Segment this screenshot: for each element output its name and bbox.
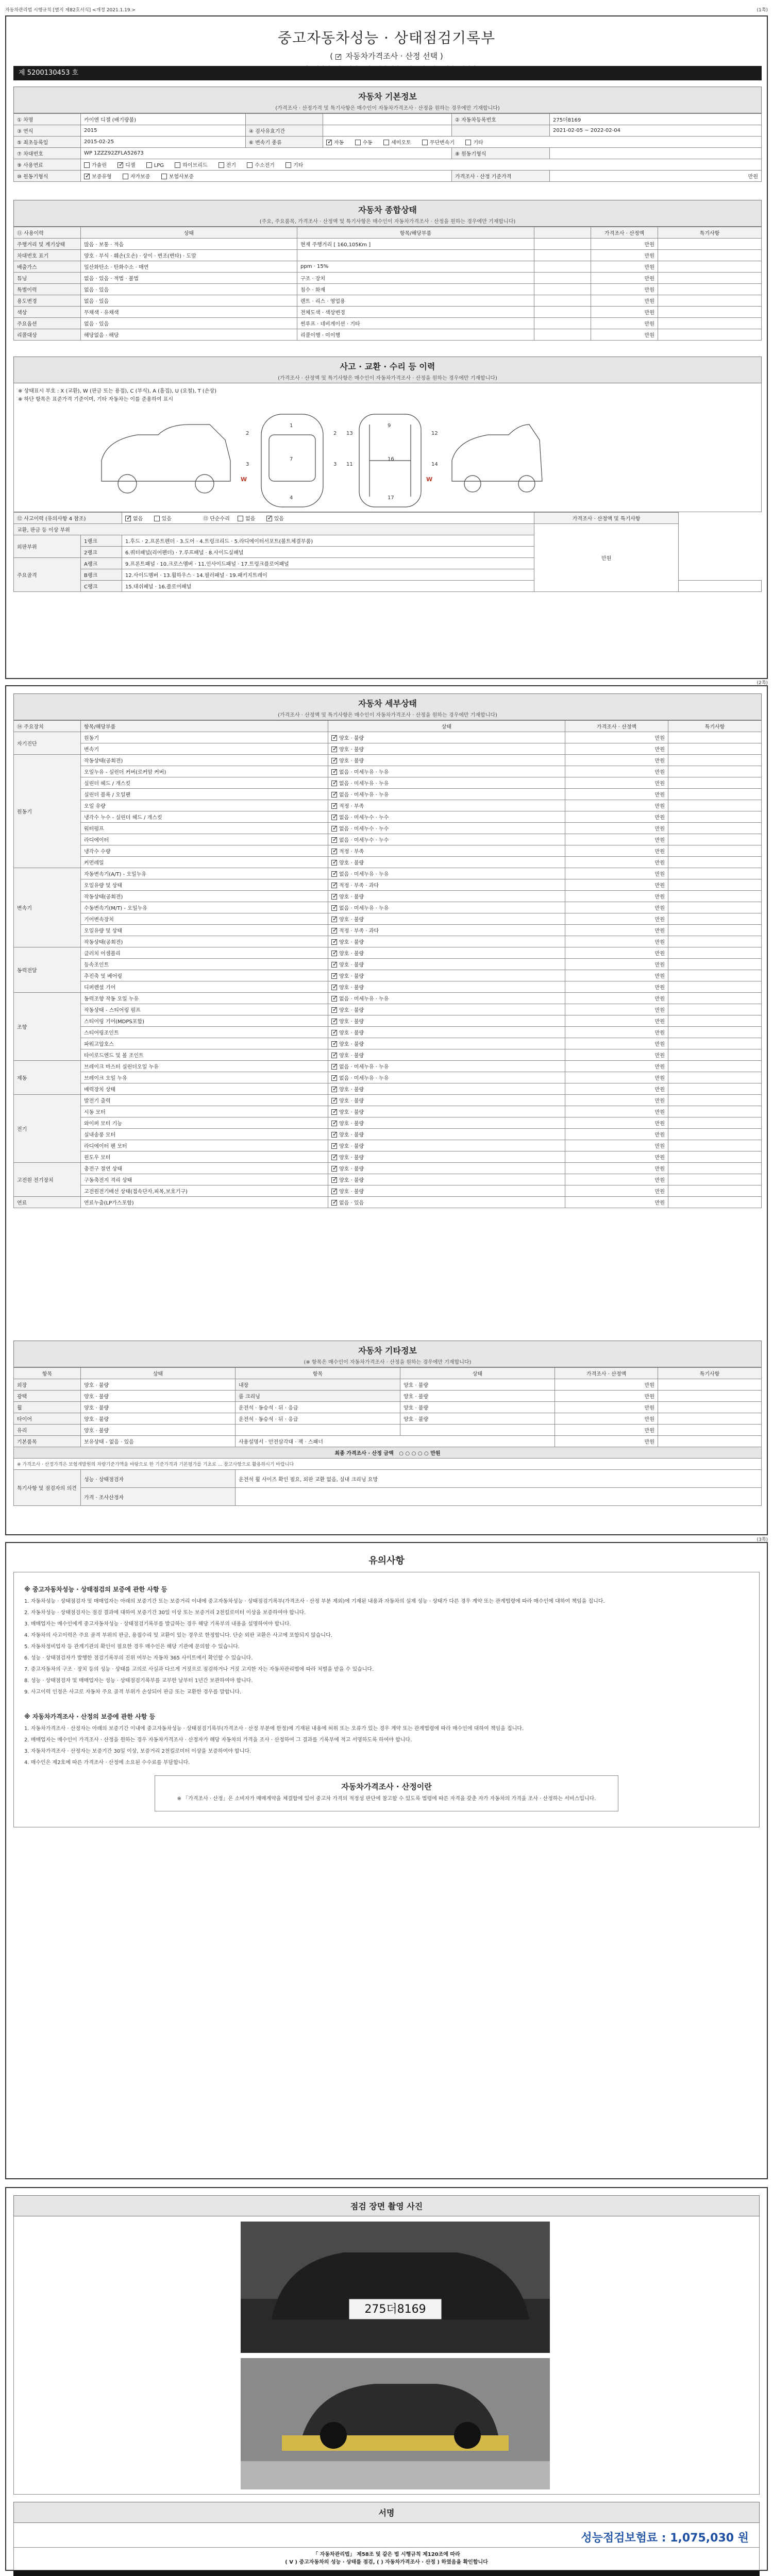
table-row: 조향 동력조향 작동 오일 누유 ✓ 없음 · 미세누유 · 누유 만원	[14, 993, 762, 1004]
status-checkbox[interactable]	[331, 747, 337, 752]
footer-bar	[13, 2570, 760, 2576]
insurance-fee-row	[13, 2523, 760, 2548]
table-row: 기어변속장치 ✓ 양호 · 불량 만원	[14, 913, 762, 925]
accident-none-checkbox[interactable]	[125, 516, 131, 521]
status-checkbox[interactable]	[331, 1041, 337, 1047]
photo-section-header: 점검 장면 촬영 사진	[13, 2195, 760, 2216]
fuel-options: 가솔린 ✓ 디젤 LPG 하이브리드 전기 수소전기 기타	[81, 159, 762, 171]
table-row: 변속기 ✓ 양호 · 불량 만원	[14, 743, 762, 755]
table-row: 기본품목 보유상태 - 없음 · 있음 사용설명서 · 안전삼각대 · 잭 · 스패너 만원	[14, 1436, 762, 1447]
table-row: 작동상태(공회전) ✓ 양호 · 불량 만원	[14, 936, 762, 947]
other-header: 자동차 기타정보 (※ 항목은 매수인이 자동차가격조사 · 산정을 원하는 경우에만 기재합니다)	[13, 1341, 762, 1367]
warranty-type-checkbox[interactable]	[84, 174, 90, 179]
accident-header: 사고 · 교환 · 수리 등 이력 (가격조사 · 산정액 및 특기사항은 매수인이 자동차가격조사 · 산정을 원하는 경우에만 기재합니다)	[13, 357, 762, 383]
status-checkbox[interactable]	[331, 1189, 337, 1194]
table-row: 작동상태 - 스티어링 펌프 ✓ 양호 · 불량 만원	[14, 1004, 762, 1015]
table-row: ⑤ 최초등록일 2015-02-25 ⑥ 변속기 종류 ✓ 자동 수동 세미오토 무단변속기 기타	[14, 137, 762, 148]
repair-yes-checkbox[interactable]	[266, 516, 272, 521]
inspection-photo-lift	[241, 2358, 550, 2489]
notice-item: 2. 자동차성능 · 상태점검자는 점검 결과에 대하여 보증기간 30일 이상 또는 보증거리 2천킬로미터 이상을 보증하여야 합니다.	[24, 1610, 306, 1616]
notice-item: 3. 매매업자는 매수인에게 중고자동차성능 · 상태점검기록부를 발급하는 경우 해당 기록부의 내용을 설명하여야 합니다.	[24, 1621, 291, 1627]
status-checkbox[interactable]	[331, 1075, 337, 1081]
insurance-fee: 성능점검보험료 : 1,075,030 원	[581, 2532, 749, 2545]
status-checkbox[interactable]	[331, 1143, 337, 1149]
svg-text:12: 12	[431, 431, 438, 436]
table-row: 타이어 양호 · 불량 운전석 · 동승석 · 뒤 · 응급 양호 · 불량 만원	[14, 1413, 762, 1425]
status-checkbox[interactable]	[331, 894, 337, 900]
status-checkbox[interactable]	[331, 962, 337, 968]
table-row: 차대번호 표기 양호 · 부식 · 훼손(오손) · 상이 · 변조(변타) · 도말 만원	[14, 250, 762, 261]
table-row: 변속기 자동변속기(A/T) - 오일누유 ✓ 없음 · 미세누유 · 누유 만원	[14, 868, 762, 879]
table-row: ※ 가격조사 · 산정가격은 보험개발원의 차량기준가액을 바탕으로 한 기준가격과 기본평가를 기초로 ... 참고사항으로 활용하시기 바랍니다	[14, 1459, 762, 1470]
table-row: 고전원 전기장치 충전구 절연 상태 ✓ 양호 · 불량 만원	[14, 1163, 762, 1174]
table-row: 배출가스 일산화탄소 · 탄화수소 · 매연 ppm · 15% 만원	[14, 261, 762, 273]
table-row: 광택 양호 · 불량 룸 크리닝 양호 · 불량 만원	[14, 1391, 762, 1402]
notice-heading-1: ※ 중고자동차성능 · 상태점검의 보증에 관한 사항 등	[24, 1586, 167, 1593]
table-row: 원동기 작동상태(공회전) ✓ 양호 · 불량 만원	[14, 755, 762, 766]
table-row: C랭크 15.대쉬패널 · 16.플로어패널	[14, 581, 762, 592]
table-row: 냉각수 누수 - 실린더 헤드 / 개스킷 ✓ 없음 · 미세누수 · 누수 만원	[14, 811, 762, 823]
notice-item: 1. 자동차성능 · 상태점검자 및 매매업자는 아래의 보증기간 또는 보증거리 이내에 중고자동차성능 · 상태점검기록부(가격조사 · 산정 부분 제외)에 기재된 내용과 자동차의 실제 성능 · 상태가 다른 경우 계약 또는 관계법령에 따라 매수인에 대하여 책임을 집니다.	[24, 1599, 605, 1604]
svg-text:2: 2	[246, 431, 249, 436]
table-header-row: ⑪ 사용이력 상태 항목/해당부품 가격조사 · 산정액 특기사항	[14, 227, 762, 239]
notice-item: 2. 매매업자는 매수인이 가격조사 · 산정을 원하는 경우 자동차가격조사 · 산정자가 해당 자동차의 가격을 조사 · 산정하여 그 결과를 기록부에 적고 서명하도록 하여야 합니다.	[24, 1737, 412, 1743]
trans-manual-checkbox[interactable]	[355, 140, 361, 145]
status-checkbox[interactable]	[331, 1132, 337, 1138]
accident-table	[13, 512, 762, 592]
table-row: 오일 유량 ✓ 적정 · 부족 만원	[14, 800, 762, 811]
price-service-box: 자동차가격조사 · 산정이란 ※ 「가격조사 · 산정」은 소비자가 매매계약을 체결함에 있어 중고차 가격의 적정성 판단에 참고할 수 있도록 법령에 따른 자격을 갖춘 자가 자동차의 가격을 조사 · 산정하는 서비스입니다.	[155, 1775, 618, 1811]
trans-etc-checkbox[interactable]	[465, 140, 471, 145]
table-header-row: ⑭ 주요장치 항목/해당부품 상태 가격조사 · 산정액 특기사항	[14, 721, 762, 732]
status-checkbox[interactable]	[331, 815, 337, 820]
document-number: 제 5200130453 호	[13, 66, 762, 80]
status-checkbox[interactable]	[331, 951, 337, 956]
table-row: 와이퍼 모터 기능 ✓ 양호 · 불량 만원	[14, 1117, 762, 1129]
table-row: 용도변경 없음 · 있음 렌트 · 리스 · 영업용 만원	[14, 295, 762, 307]
notice-box	[13, 1572, 760, 1827]
page-1	[5, 15, 768, 679]
basic-info-section	[13, 87, 762, 182]
notice-item: 4. 자동차의 사고이력은 주요 골격 부위의 판금, 용접수리 및 교환이 있는 경우로 한정합니다. 단순 외판 교환은 사고에 포함되지 않습니다.	[24, 1633, 332, 1638]
notice-item: 7. 중고자동차의 구조 · 장치 등의 성능 · 상태를 고의로 사실과 다르게 거짓으로 점검하거나 거짓 고지한 자는 자동차관리법에 따라 처벌을 받을 수 있습니다.	[24, 1667, 374, 1672]
status-checkbox[interactable]	[331, 985, 337, 990]
status-checkbox[interactable]	[331, 973, 337, 979]
status-checkbox[interactable]	[331, 1019, 337, 1024]
document-subtitle: ( ✓ 자동차가격조사 · 산정 선택 )	[6, 50, 767, 61]
status-checkbox[interactable]	[331, 735, 337, 741]
svg-text:W: W	[241, 476, 247, 483]
notice-item: 4. 매수인은 제2호에 따른 가격조사 · 산정에 소요된 수수료를 부담합니다.	[24, 1760, 190, 1766]
fuel-hydrogen-checkbox[interactable]	[247, 162, 253, 168]
table-row: 작동상태(공회전) ✓ 양호 · 불량 만원	[14, 891, 762, 902]
detail-section	[13, 693, 762, 1208]
accident-section	[13, 357, 762, 592]
status-checkbox[interactable]	[331, 871, 337, 877]
overall-table	[13, 227, 762, 341]
table-row: 동력전달 클러치 어셈블리 ✓ 양호 · 불량 만원	[14, 947, 762, 959]
table-row: 가격 · 조사산정자	[14, 1488, 762, 1506]
status-checkbox[interactable]	[331, 1121, 337, 1126]
status-checkbox[interactable]	[331, 860, 337, 866]
table-row: 구동축전지 격리 상태 ✓ 양호 · 불량 만원	[14, 1174, 762, 1185]
table-row: 주행거리 및 계기상태 많음 · 보통 · 적음 현재 주행거리 [ 160,105Km ] 만원	[14, 239, 762, 250]
status-checkbox[interactable]	[331, 803, 337, 809]
table-row: 주요골격 A랭크 9.프론트패널 · 10.크로스멤버 · 11.인사이드패널 · 17.트렁크플로어패널	[14, 558, 762, 569]
detail-header: 자동차 세부상태 (가격조사 · 산정액 및 특기사항은 매수인이 자동차가격조사 · 산정을 원하는 경우에만 기재합니다)	[13, 693, 762, 720]
table-row: ③ 연식 2015 ④ 검사유효기간 2021-02-05 ~ 2022-02-04	[14, 125, 762, 137]
trans-semi-checkbox[interactable]	[383, 140, 389, 145]
price-check-checkbox[interactable]	[335, 54, 341, 60]
table-row: 브레이크 오일 누유 ✓ 없음 · 미세누유 · 누유 만원	[14, 1072, 762, 1083]
svg-text:W: W	[426, 476, 433, 483]
status-checkbox[interactable]	[331, 883, 337, 888]
table-row: ⑨ 사용연료 가솔린 ✓ 디젤 LPG 하이브리드 전기 수소전기 기타	[14, 159, 762, 171]
status-checkbox[interactable]	[331, 1200, 337, 1206]
table-row: 실린더 헤드 / 개스킷 ✓ 없음 · 미세누유 · 누유 만원	[14, 777, 762, 789]
svg-text:3: 3	[246, 462, 249, 467]
status-checkbox[interactable]	[331, 1064, 337, 1070]
table-row: ⑫ 사고이력 (유의사항 4 참조) ✓ 없음 있음 ⑬ 단순수리 없음 ✓ 있음 가격조사 · 산정액 및 특기사항	[14, 513, 762, 524]
table-row: 오일유량 및 상태 ✓ 적정 · 부족 · 과다 만원	[14, 925, 762, 936]
car-diagram-area: ※ 상태표시 부호 : X (교환), W (판금 또는 용접), C (부식), A (흠집), U (요철), T (손상) ※ 하단 항목은 표준가격 기준이며, 기타 자동차는 이를 준용하여 표시 1 7 4 9 16 17 2 3 2 3 12 14 13 11 W W	[13, 383, 762, 512]
table-row: 커먼레일 ✓ 양호 · 불량 만원	[14, 857, 762, 868]
notice-item: 8. 성능 · 상태점검자 및 매매업자는 성능 · 상태점검기록부를 교부한 날부터 1년간 보관하여야 합니다.	[24, 1678, 253, 1684]
band-note-1: 자동차관리법 시행규칙 [별지 제82호서식] <개정 2021.1.19.>	[5, 8, 136, 13]
other-table	[13, 1367, 762, 1506]
status-checkbox[interactable]	[331, 996, 337, 1002]
page-4	[5, 2187, 768, 2571]
status-checkbox[interactable]	[331, 792, 337, 798]
page-3	[5, 1542, 768, 2179]
table-row: 워터펌프 ✓ 없음 · 미세누수 · 누수 만원	[14, 823, 762, 834]
warranty-self-checkbox[interactable]	[123, 174, 128, 179]
table-row: 냉각수 수량 ✓ 적정 · 부족 만원	[14, 845, 762, 857]
table-row: 등속조인트 ✓ 양호 · 불량 만원	[14, 959, 762, 970]
status-checkbox[interactable]	[331, 1087, 337, 1092]
table-row: 외판부위 1랭크 1.후드 · 2.프론트펜더 · 3.도어 · 4.트렁크리드 · 5.라디에이터서포트(볼트체결부품)	[14, 535, 762, 547]
table-row: 파워고압호스 ✓ 양호 · 불량 만원	[14, 1038, 762, 1049]
status-checkbox[interactable]	[331, 1109, 337, 1115]
notice-item: 3. 자동차가격조사 · 산정자는 보증기간 30일 이상, 보증거리 2천킬로미터 이상을 보증하여야 합니다.	[24, 1749, 251, 1754]
table-row: 전기 발전기 출력 ✓ 양호 · 불량 만원	[14, 1095, 762, 1106]
table-row: 튜닝 없음 · 있음 · 적법 · 불법 구조 · 장치 만원	[14, 273, 762, 284]
table-row: 실내송풍 모터 ✓ 양호 · 불량 만원	[14, 1129, 762, 1140]
table-row: B랭크 12.사이드멤버 · 13.휠하우스 · 14.필러패널 · 19.패키지트레이	[14, 569, 762, 581]
table-row: 라디에이터 ✓ 없음 · 미세누수 · 누수 만원	[14, 834, 762, 845]
status-checkbox[interactable]	[331, 758, 337, 764]
svg-text:275더8169: 275더8169	[364, 2303, 426, 2316]
svg-text:14: 14	[431, 462, 438, 467]
svg-text:4: 4	[290, 495, 293, 501]
svg-text:7: 7	[290, 456, 293, 462]
overall-section	[13, 200, 762, 341]
status-checkbox[interactable]	[331, 1030, 337, 1036]
band-page-3: (3쪽)	[757, 1537, 768, 1543]
table-row: 외장 양호 · 불량 내장 양호 · 불량 만원	[14, 1379, 762, 1391]
fuel-etc-checkbox[interactable]	[285, 162, 291, 168]
fuel-hybrid-checkbox[interactable]	[175, 162, 180, 168]
status-checkbox[interactable]	[331, 769, 337, 775]
fuel-lpg-checkbox[interactable]	[146, 162, 152, 168]
table-row: 제동 브레이크 마스터 실린더오일 누유 ✓ 없음 · 미세누유 · 누유 만원	[14, 1061, 762, 1072]
notice-item: 1. 자동차가격조사 · 산정자는 아래의 보증기간 이내에 중고자동차성능 · 상태점검기록부(가격조사 · 산정 부분에 한정)에 기재된 내용에 허위 또는 오류가 있는 경우 계약 또는 관계법령에 따라 매수인에 대하여 책임을 집니다.	[24, 1726, 524, 1732]
table-row: 색상 무채색 · 유채색 전체도색 · 색상변경 만원	[14, 307, 762, 318]
notice-item: 6. 성능 · 상태점검자가 발행한 점검기록부의 진위 여부는 자동차 365 사이트에서 확인할 수 있습니다.	[24, 1655, 253, 1661]
table-row: 특별이력 없음 · 있음 침수 · 화재 만원	[14, 284, 762, 295]
band-page-1: (1쪽)	[757, 8, 768, 13]
svg-text:9: 9	[388, 423, 391, 429]
table-row: 리콜대상 해당없음 · 해당 리콜이행 · 미이행 만원	[14, 329, 762, 341]
status-checkbox[interactable]	[331, 826, 337, 832]
status-checkbox[interactable]	[331, 837, 337, 843]
repair-none-checkbox[interactable]	[238, 516, 243, 521]
status-checkbox[interactable]	[331, 1177, 337, 1183]
status-checkbox[interactable]	[331, 781, 337, 786]
table-row: 스티어링 기어(MDPS포함) ✓ 양호 · 불량 만원	[14, 1015, 762, 1027]
document-title: 중고자동차성능 · 상태점검기록부	[277, 29, 496, 46]
notice-list-1	[24, 1598, 749, 1697]
accident-yes-checkbox[interactable]	[154, 516, 160, 521]
table-row: 주요옵션 없음 · 있음 썬루프 · 네비게이션 · 기타 만원	[14, 318, 762, 329]
notice-item: 5. 자동차정비업자 등 관계기관의 확인이 필요한 경우 매수인은 해당 기관에 문의할 수 있습니다.	[24, 1644, 240, 1650]
table-row: 오일누유 - 실린더 커버(로커암 커버) ✓ 없음 · 미세누유 · 누유 만원	[14, 766, 762, 777]
accident-price-header: 가격조사 · 산정액 및 특기사항	[534, 513, 679, 524]
status-checkbox[interactable]	[331, 905, 337, 911]
svg-text:13: 13	[346, 431, 353, 436]
svg-text:2: 2	[333, 431, 337, 436]
trans-cvt-checkbox[interactable]	[422, 140, 428, 145]
page-2	[5, 685, 768, 1535]
table-row: 시동 모터 ✓ 양호 · 불량 만원	[14, 1106, 762, 1117]
legal-statement: 「 자동차관리법」 제58조 및 같은 법 시행규칙 제120조에 따라 ( V ) 중고자동차의 성능 · 상태를 점검, ( ) 자동차가격조사 · 산정 ) 하였음을 확인합니다	[13, 2548, 760, 2570]
table-row: 2랭크 6.쿼터패널(리어펜더) · 7.루프패널 · 8.사이드실패널	[14, 547, 762, 558]
table-row: 고전원전기배선 상태(접속단자,피복,보호기구) ✓ 양호 · 불량 만원	[14, 1185, 762, 1197]
status-checkbox[interactable]	[331, 1166, 337, 1172]
table-row: 디퍼렌셜 기어 ✓ 양호 · 불량 만원	[14, 981, 762, 993]
status-checkbox[interactable]	[331, 928, 337, 934]
transmission-options: ✓ 자동 수동 세미오토 무단변속기 기타	[323, 137, 762, 148]
table-row: ⑩ 원동기형식 ✓ 보증유형 자가보증 보험사보증 가격조사 · 산정 기준가격 만원	[14, 171, 762, 182]
svg-text:16: 16	[388, 456, 394, 462]
svg-text:17: 17	[388, 495, 394, 501]
detail-table	[13, 720, 762, 1208]
other-section	[13, 1341, 762, 1506]
table-row: 스티어링조인트 ✓ 양호 · 불량 만원	[14, 1027, 762, 1038]
table-row: 수동변속기(M/T) - 오일누유 ✓ 없음 · 미세누유 · 누유 만원	[14, 902, 762, 913]
table-row: 배력장치 상태 ✓ 양호 · 불량 만원	[14, 1083, 762, 1095]
status-checkbox[interactable]	[331, 1007, 337, 1013]
band-page-2: (2쪽)	[757, 681, 768, 686]
fuel-electric-checkbox[interactable]	[219, 162, 224, 168]
table-row: 유리 양호 · 불량 만원	[14, 1425, 762, 1436]
table-row: ① 차명 카이엔 디젤 (배기량불) ② 자동차등록번호 275더8169	[14, 114, 762, 125]
table-row: 연료 연료누출(LP가스포함) ✓ 없음 · 있음 만원	[14, 1197, 762, 1208]
status-checkbox[interactable]	[331, 1155, 337, 1160]
inspection-photo-front	[241, 2222, 550, 2353]
table-header-row: 항목 상태 항목 상태 가격조사 · 산정액 특기사항	[14, 1368, 762, 1379]
fuel-gasoline-checkbox[interactable]	[84, 162, 90, 168]
table-row: 실린더 블록 / 오일팬 ✓ 없음 · 미세누유 · 누유 만원	[14, 789, 762, 800]
notice-item: 9. 사고이력 인정은 사고로 자동차 주요 골격 부위가 손상되어 판금 또는 교환한 경우를 말합니다.	[24, 1689, 242, 1695]
status-checkbox[interactable]	[331, 917, 337, 922]
photo-area	[13, 2216, 760, 2495]
table-row: 라디에이터 팬 모터 ✓ 양호 · 불량 만원	[14, 1140, 762, 1151]
table-row: 특기사항 및 점검자의 의견 성능 · 상태점검자 운전석 휠 사이즈 확인 필요, 외판 교환 없음, 실내 크리닝 요망	[14, 1470, 762, 1488]
warranty-options: ✓ 보증유형 자가보증 보험사보증	[81, 171, 452, 182]
table-row: 타이로드엔드 및 볼 조인트 ✓ 양호 · 불량 만원	[14, 1049, 762, 1061]
table-row: 추진축 및 베어링 ✓ 양호 · 불량 만원	[14, 970, 762, 981]
table-row: 윈도우 모터 ✓ 양호 · 불량 만원	[14, 1151, 762, 1163]
trans-auto-checkbox[interactable]	[326, 140, 332, 145]
status-checkbox[interactable]	[331, 939, 337, 945]
basic-info-header: 자동차 기본정보 (가격조사 · 산정가격 및 특기사항은 매수인이 자동차가격조사 · 산정을 원하는 경우에만 기재합니다)	[13, 87, 762, 113]
svg-text:11: 11	[346, 462, 353, 467]
svg-text:3: 3	[333, 462, 337, 467]
overall-header: 자동차 종합상태 (주요, 주요품목, 가격조사 · 산정액 및 특기사항은 매수인이 자동차가격조사 · 산정을 원하는 경우에만 기재합니다)	[13, 200, 762, 227]
table-row: 자기진단 원동기 ✓ 양호 · 불량 만원	[14, 732, 762, 743]
table-row: 교환, 판금 등 이상 부위 만원	[14, 524, 762, 535]
status-checkbox[interactable]	[331, 1053, 337, 1058]
table-row: ⑦ 차대번호 WP 1ZZZ92ZFLA52673 ⑧ 원동기형식	[14, 148, 762, 159]
car-outline-diagram	[91, 404, 545, 510]
status-checkbox[interactable]	[331, 849, 337, 854]
notice-title: 유의사항	[368, 1555, 405, 1566]
table-row: 최종 가격조사 · 산정 금액 ○ ○ ○ ○ ○ 만원	[14, 1447, 762, 1459]
warranty-insurer-checkbox[interactable]	[161, 174, 167, 179]
table-row: 오일유량 및 상태 ✓ 적정 · 부족 · 과다 만원	[14, 879, 762, 891]
fuel-diesel-checkbox[interactable]	[117, 162, 123, 168]
table-row: 휠 양호 · 불량 운전석 · 동승석 · 뒤 · 응급 양호 · 불량 만원	[14, 1402, 762, 1413]
signature-header: 서명	[13, 2502, 760, 2523]
notice-list-2	[24, 1725, 749, 1767]
svg-text:1: 1	[290, 423, 293, 429]
basic-info-table	[13, 113, 762, 182]
status-checkbox[interactable]	[331, 1098, 337, 1104]
notice-heading-2: ※ 자동차가격조사 · 산정의 보증에 관한 사항 등	[24, 1713, 156, 1720]
